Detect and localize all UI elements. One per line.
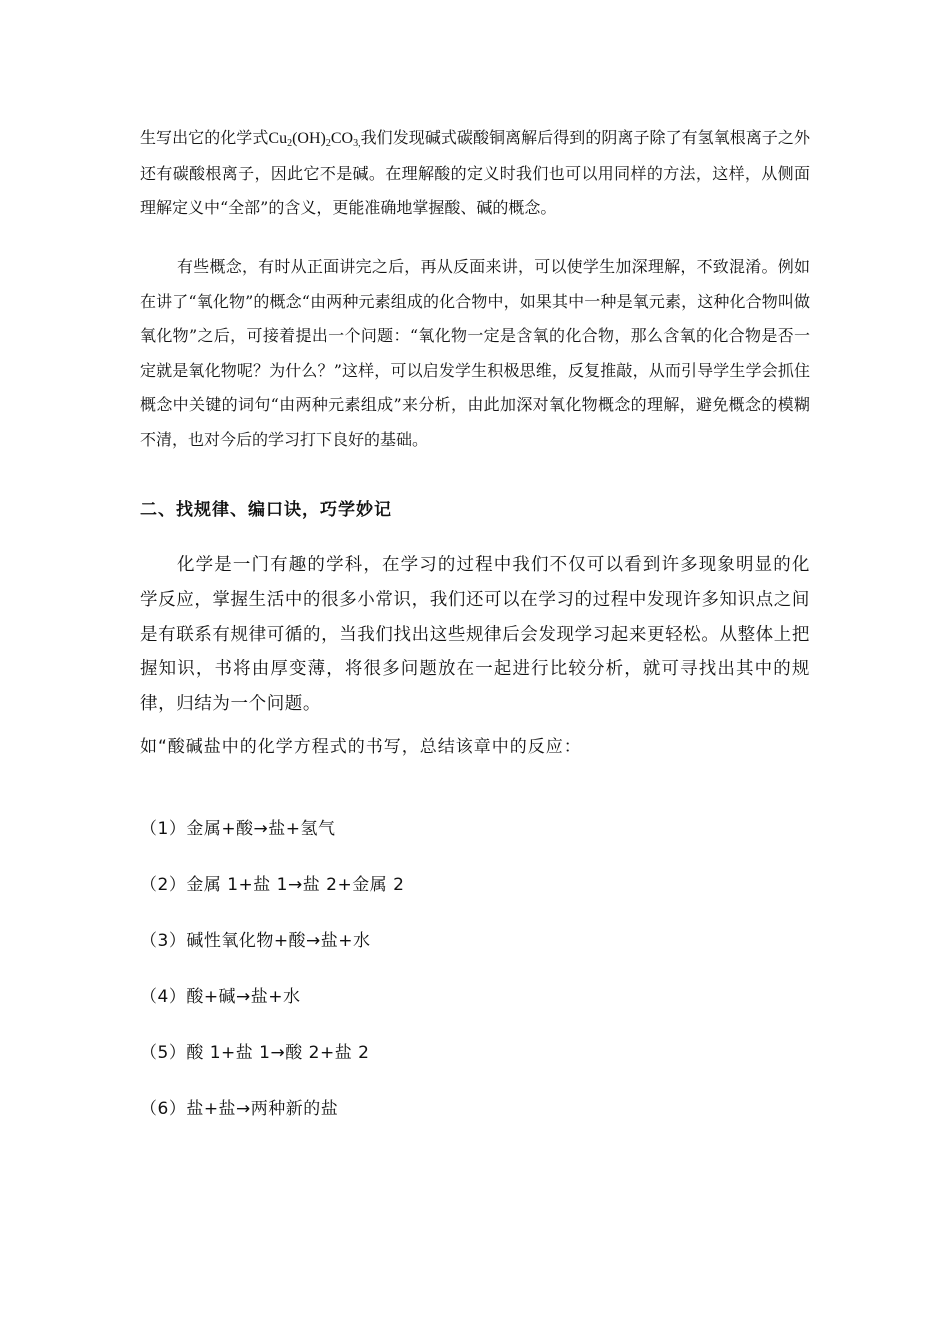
formula-subscript: 3, [353,138,361,149]
formula-subscript: 2 [325,138,331,149]
reaction-item: （3）碱性氧化物+酸→盐+水 [140,931,371,951]
reaction-item: （6）盐+盐→两种新的盐 [140,1099,339,1119]
paragraph-intro: 如“酸碱盐中的化学方程式的书写，总结该章中的反应： [140,737,582,757]
formula-cu: Cu [268,130,288,147]
paragraph-rules: 化学是一门有趣的学科，在学习的过程中我们不仅可以看到许多现象明显的化学反应，掌握生活中的很多小常识，我们还可以在学习的过程中发现许多知识点之间是有联系有规律可循的，当我们找出这些规律后会发现学习起来更轻松。从整体上把握知识，书将由厚变薄，将很多问题放在一起进行比较分析，就可寻找出其中的规律，归结为一个问题。 [140,555,810,715]
reaction-item: （1）金属+酸→盐+氢气 [140,819,336,839]
reaction-item: （5）酸 1+盐 1→酸 2+盐 2 [140,1043,370,1063]
formula-co: CO [330,130,354,147]
paragraph-formula-explanation [140,121,810,226]
paragraph-prefix: 生写出它的化学式 [140,128,269,147]
formula-subscript: 2 [287,138,293,149]
paragraph-concept: 有些概念，有时从正面讲完之后，再从反面来讲，可以使学生加深理解，不致混淆。例如在讲了“氧化物”的概念“由两种元素组成的化合物中，如果其中一种是氧元素，这种化合物叫做氧化物”之后，可接着提出一个问题：“氧化物一定是含氧的化合物，那么含氧的化合物是否一定就是氧化物呢？为什么？”这样，可以启发学生积极思维，反复推敲，从而引导学生学会抓住概念中关键的词句“由两种元素组成”来分析，由此加深对氧化物概念的理解，避免概念的模糊不清，也对今后的学习打下良好的基础。 [140,257,810,449]
section-heading: 二、找规律、编口诀，巧学妙记 [140,500,392,520]
paragraph-rest: 我们发现碱式碳酸铜离解后得到的阴离子除了有氢氧根离子之外还有碳酸根离子，因此它不是碱。在理解酸的定义时我们也可以用同样的方法，这样，从侧面理解定义中“全部”的含义，更能准确地掌握酸、碱的概念。 [140,128,810,217]
reaction-item: （4）酸+碱→盐+水 [140,987,301,1007]
chemical-formula [268,128,360,147]
reaction-item: （2）金属 1+盐 1→盐 2+金属 2 [140,875,405,895]
formula-oh: (OH) [292,130,326,147]
